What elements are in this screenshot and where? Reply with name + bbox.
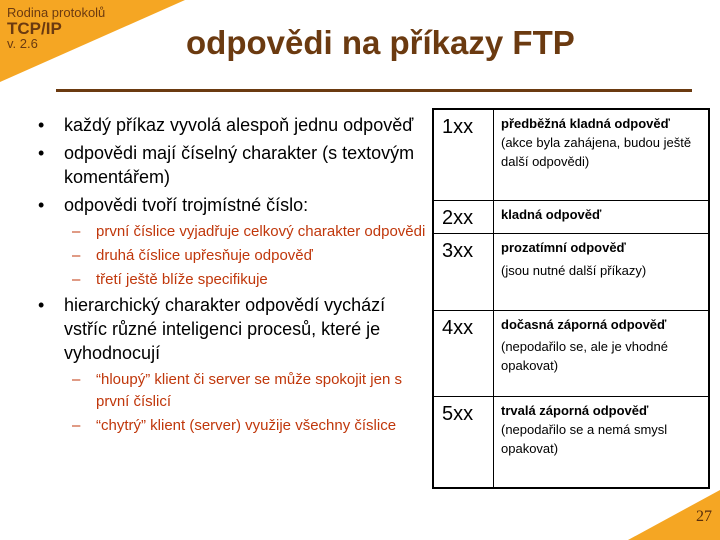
bullet-list	[30, 113, 430, 439]
dash-marker: –	[72, 417, 81, 434]
reply-label: prozatímní odpověď	[501, 240, 626, 255]
series-version: v. 2.6	[7, 36, 38, 52]
reply-label: dočasná záporná odpověď	[501, 317, 667, 332]
series-label	[7, 6, 105, 51]
bullet-marker: •	[38, 115, 45, 135]
table-row	[434, 110, 708, 201]
reply-label: kladná odpověď	[501, 207, 602, 222]
reply-code: 4xx	[434, 311, 494, 396]
bullet-item	[30, 193, 430, 217]
bullet-text: odpovědi mají číselný charakter (s textovým komentářem)	[64, 143, 415, 187]
subbullet-item	[30, 245, 430, 267]
table-row	[434, 311, 708, 397]
reply-description	[494, 397, 708, 458]
slide-title: odpovědi na příkazy FTP	[186, 24, 575, 61]
subbullet-text: první číslice vyjadřuje celkový charakter odpovědi	[96, 223, 426, 240]
subbullet-item	[30, 221, 430, 243]
reply-note: (nepodařilo se a nemá smysl opakovat)	[501, 422, 668, 456]
bullet-text: hierarchický charakter odpovědí vychází vstříc různé inteligenci procesů, které je vyhodnocují	[64, 295, 386, 363]
dash-marker: –	[72, 271, 81, 288]
reply-description	[494, 234, 708, 280]
reply-note: (nepodařilo se, ale je vhodné opakovat)	[501, 339, 668, 373]
title-underline	[56, 89, 692, 92]
page-number: 27	[696, 508, 712, 525]
subbullet-item	[30, 269, 430, 291]
reply-code: 3xx	[434, 234, 494, 310]
series-name: Rodina protokolů	[7, 5, 106, 20]
reply-code: 5xx	[434, 397, 494, 487]
reply-description	[494, 311, 708, 375]
reply-label: trvalá záporná odpověď	[501, 403, 649, 418]
subbullet-text: druhá číslice upřesňuje odpověď	[96, 247, 313, 264]
subbullet-text: třetí ještě blíže specifikuje	[96, 271, 268, 288]
dash-marker: –	[72, 247, 81, 264]
reply-description	[494, 201, 708, 224]
bullet-item	[30, 141, 430, 189]
subbullet-item	[30, 369, 430, 413]
bullet-item	[30, 293, 430, 365]
table-row	[434, 234, 708, 311]
subbullet-text: “hloupý” klient či server se může spokojit jen s první číslicí	[96, 371, 402, 410]
subbullet-text: “chytrý” klient (server) využije všechny číslice	[96, 417, 397, 434]
table-row	[434, 397, 708, 487]
reply-label: předběžná kladná odpověď	[501, 116, 670, 131]
table-row	[434, 201, 708, 234]
reply-note: (jsou nutné další příkazy)	[501, 263, 647, 278]
subbullet-item	[30, 415, 430, 437]
reply-note: (akce byla zahájena, budou ještě další odpovědi)	[501, 135, 692, 169]
reply-description	[494, 110, 708, 171]
reply-code-table	[432, 108, 710, 489]
reply-code: 2xx	[434, 201, 494, 233]
bullet-item	[30, 113, 430, 137]
dash-marker: –	[72, 223, 81, 240]
bullet-text: odpovědi tvoří trojmístné číslo:	[64, 195, 309, 215]
series-protocol: TCP/IP	[7, 18, 62, 38]
dash-marker: –	[72, 371, 81, 388]
bullet-text: každý příkaz vyvolá alespoň jednu odpověď	[64, 115, 414, 135]
bullet-marker: •	[38, 143, 45, 163]
reply-code: 1xx	[434, 110, 494, 200]
bullet-marker: •	[38, 295, 45, 315]
bullet-marker: •	[38, 195, 45, 215]
